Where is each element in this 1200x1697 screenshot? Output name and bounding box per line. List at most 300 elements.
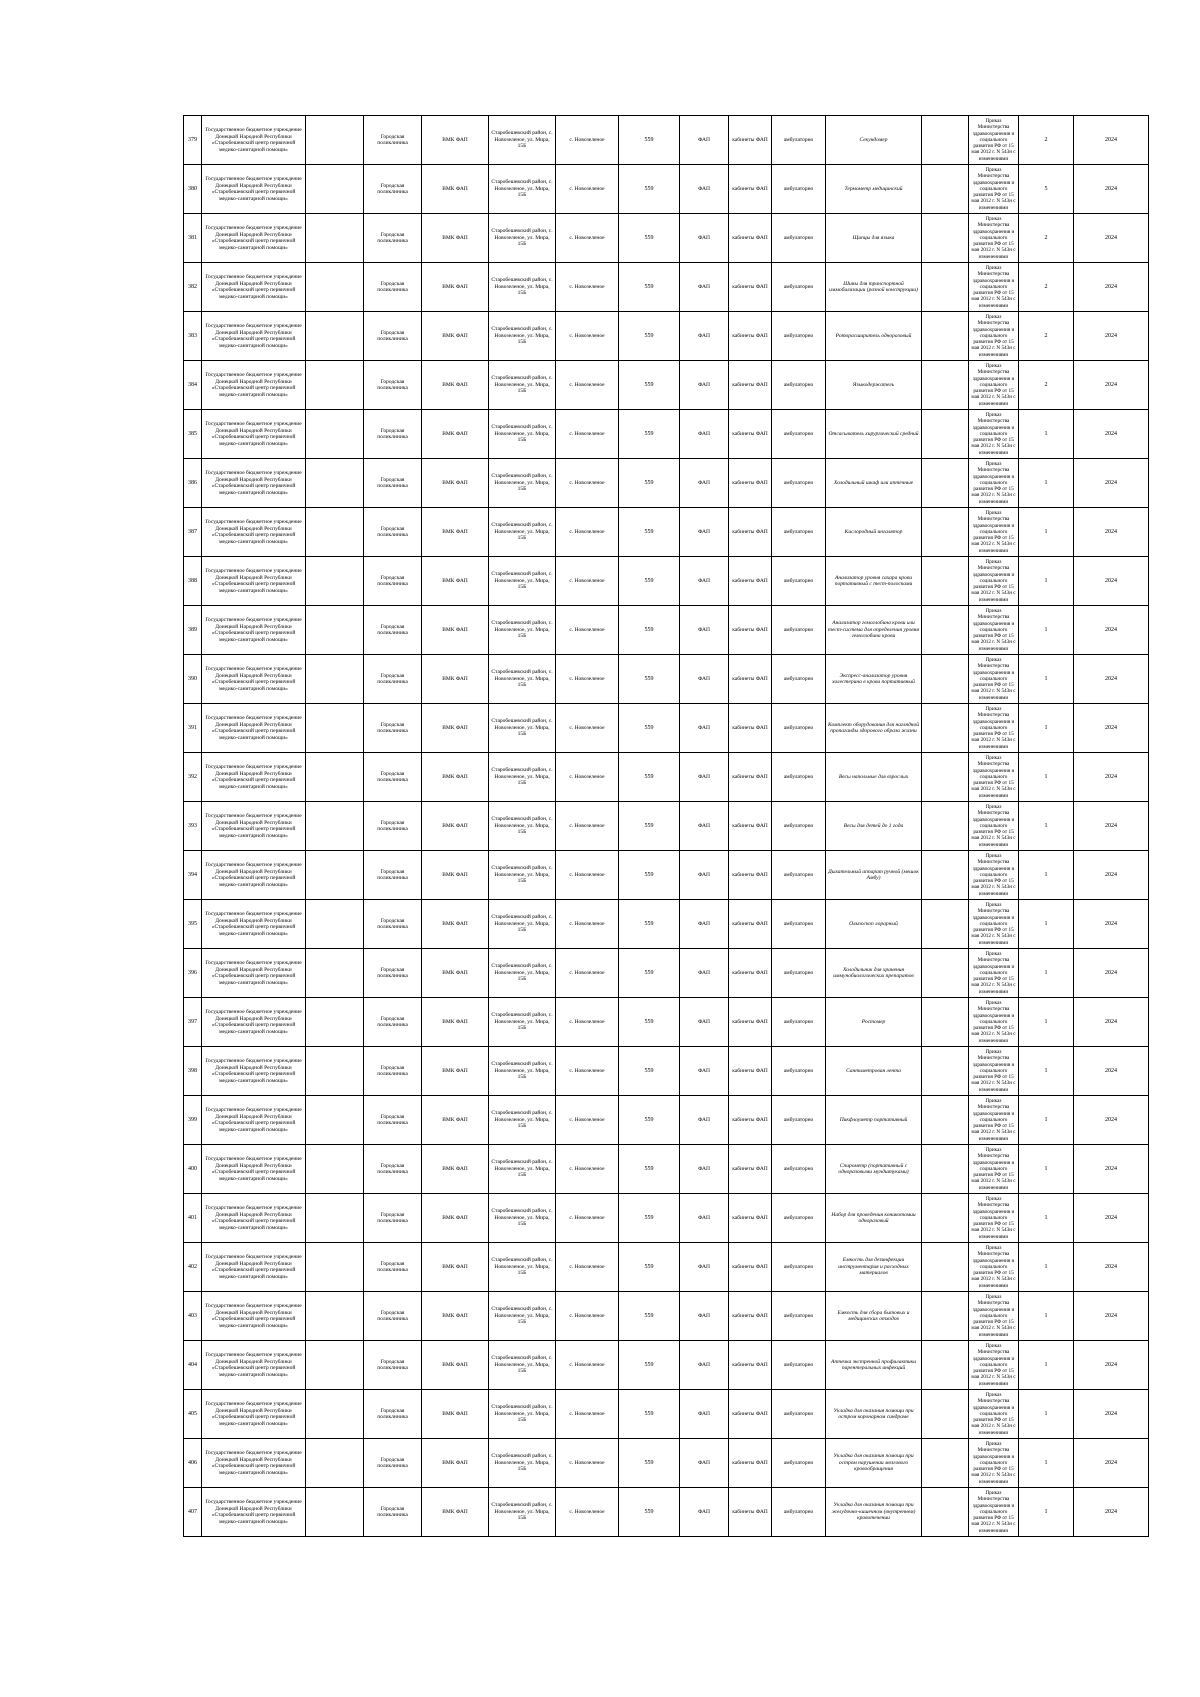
settlement-cell: с. Новозеленое (556, 606, 619, 655)
room-cell: кабинеты ФАП (729, 1341, 772, 1390)
room-cell: кабинеты ФАП (729, 1488, 772, 1537)
quantity-cell: 1 (1019, 851, 1074, 900)
institution-cell: Государственное бюджетное учреждение Донецкой Народной Республики «Старобешевский центр первичной медико-санитарной помощи» (202, 949, 306, 998)
fap-cell: ФАП (680, 1243, 729, 1292)
settlement-cell: с. Новозеленое (556, 1047, 619, 1096)
equipment-name-cell: Набор для проведения коникотомии одноразовый (826, 1194, 922, 1243)
equipment-table (183, 115, 1149, 1537)
category-cell: Городская поликлиника (364, 165, 422, 214)
equipment-name-cell: Шины для транспортной иммобилизации (разной конструкции) (826, 263, 922, 312)
year-cell: 2024 (1074, 459, 1149, 508)
empty-cell (922, 165, 969, 214)
empty-cell (306, 900, 364, 949)
institution-cell: Государственное бюджетное учреждение Донецкой Народной Республики «Старобешевский центр первичной медико-санитарной помощи» (202, 704, 306, 753)
fap-cell: ФАП (680, 655, 729, 704)
fap-cell: ФАП (680, 508, 729, 557)
equipment-name-cell: Ростомер (826, 998, 922, 1047)
year-cell: 2024 (1074, 1243, 1149, 1292)
settlement-cell: с. Новозеленое (556, 361, 619, 410)
address-cell: Старобешевский район, с. Новозеленое, ул. Мира, 15Б (489, 1390, 556, 1439)
table-row (184, 1390, 1149, 1439)
empty-cell (922, 1047, 969, 1096)
category-cell: Городская поликлиника (364, 1047, 422, 1096)
code-cell: 559 (619, 900, 680, 949)
table-row (184, 1047, 1149, 1096)
empty-cell (922, 1390, 969, 1439)
quantity-cell: 2 (1019, 214, 1074, 263)
code-cell: 559 (619, 1390, 680, 1439)
empty-cell (306, 557, 364, 606)
address-cell: Старобешевский район, с. Новозеленое, ул. Мира, 15Б (489, 753, 556, 802)
equipment-name-cell: Холодильник для хранения иммунобиологических препаратов (826, 949, 922, 998)
table-row (184, 1488, 1149, 1537)
year-cell: 2024 (1074, 1341, 1149, 1390)
category-cell: Городская поликлиника (364, 508, 422, 557)
quantity-cell: 1 (1019, 606, 1074, 655)
unit-cell: ВМК ФАП (422, 410, 489, 459)
year-cell: 2024 (1074, 802, 1149, 851)
address-cell: Старобешевский район, с. Новозеленое, ул. Мира, 15Б (489, 1047, 556, 1096)
table-row (184, 1292, 1149, 1341)
quantity-cell: 1 (1019, 1341, 1074, 1390)
address-cell: Старобешевский район, с. Новозеленое, ул. Мира, 15Б (489, 1096, 556, 1145)
room-cell: кабинеты ФАП (729, 704, 772, 753)
table-row (184, 1096, 1149, 1145)
fap-cell: ФАП (680, 1439, 729, 1488)
settlement-cell: с. Новозеленое (556, 1439, 619, 1488)
category-cell: Городская поликлиника (364, 998, 422, 1047)
table-row (184, 263, 1149, 312)
institution-cell: Государственное бюджетное учреждение Донецкой Народной Республики «Старобешевский центр первичной медико-санитарной помощи» (202, 606, 306, 655)
code-cell: 559 (619, 1096, 680, 1145)
category-cell: Городская поликлиника (364, 704, 422, 753)
empty-cell (922, 557, 969, 606)
quantity-cell: 1 (1019, 1439, 1074, 1488)
empty-cell (922, 1439, 969, 1488)
institution-cell: Государственное бюджетное учреждение Донецкой Народной Республики «Старобешевский центр первичной медико-санитарной помощи» (202, 1145, 306, 1194)
year-cell: 2024 (1074, 851, 1149, 900)
institution-cell: Государственное бюджетное учреждение Донецкой Народной Республики «Старобешевский центр первичной медико-санитарной помощи» (202, 851, 306, 900)
table-row (184, 165, 1149, 214)
unit-cell: ВМК ФАП (422, 1243, 489, 1292)
code-cell: 559 (619, 1439, 680, 1488)
fap-cell: ФАП (680, 1047, 729, 1096)
settlement-cell: с. Новозеленое (556, 753, 619, 802)
year-cell: 2024 (1074, 508, 1149, 557)
quantity-cell: 1 (1019, 508, 1074, 557)
fap-cell: ФАП (680, 165, 729, 214)
table-row (184, 508, 1149, 557)
empty-cell (922, 802, 969, 851)
legal-basis-cell: Приказ Министерства здравоохранения и социального развития РФ от 15 мая 2012 г. N 543н с изменениями (969, 704, 1019, 753)
year-cell: 2024 (1074, 949, 1149, 998)
empty-cell (306, 802, 364, 851)
unit-cell: ВМК ФАП (422, 165, 489, 214)
unit-cell: ВМК ФАП (422, 1439, 489, 1488)
address-cell: Старобешевский район, с. Новозеленое, ул. Мира, 15Б (489, 655, 556, 704)
year-cell: 2024 (1074, 1096, 1149, 1145)
category-cell: Городская поликлиника (364, 851, 422, 900)
legal-basis-cell: Приказ Министерства здравоохранения и социального развития РФ от 15 мая 2012 г. N 543н с изменениями (969, 802, 1019, 851)
quantity-cell: 1 (1019, 704, 1074, 753)
room-cell: кабинеты ФАП (729, 1390, 772, 1439)
quantity-cell: 1 (1019, 1047, 1074, 1096)
empty-cell (306, 704, 364, 753)
empty-cell (306, 165, 364, 214)
fap-cell: ФАП (680, 214, 729, 263)
equipment-name-cell: Экспресс-анализатор уровня холестерина в крови портативный (826, 655, 922, 704)
unit-cell: ВМК ФАП (422, 1488, 489, 1537)
quantity-cell: 2 (1019, 116, 1074, 165)
settlement-cell: с. Новозеленое (556, 704, 619, 753)
empty-cell (922, 1292, 969, 1341)
institution-cell: Государственное бюджетное учреждение Донецкой Народной Республики «Старобешевский центр первичной медико-санитарной помощи» (202, 900, 306, 949)
year-cell: 2024 (1074, 753, 1149, 802)
unit-cell: ВМК ФАП (422, 655, 489, 704)
empty-cell (922, 263, 969, 312)
row-number: 388 (184, 557, 202, 606)
room-cell: кабинеты ФАП (729, 1096, 772, 1145)
legal-basis-cell: Приказ Министерства здравоохранения и социального развития РФ от 15 мая 2012 г. N 543н с изменениями (969, 557, 1019, 606)
address-cell: Старобешевский район, с. Новозеленое, ул. Мира, 15Б (489, 410, 556, 459)
row-number: 387 (184, 508, 202, 557)
unit-cell: ВМК ФАП (422, 606, 489, 655)
institution-cell: Государственное бюджетное учреждение Донецкой Народной Республики «Старобешевский центр первичной медико-санитарной помощи» (202, 312, 306, 361)
quantity-cell: 5 (1019, 165, 1074, 214)
address-cell: Старобешевский район, с. Новозеленое, ул. Мира, 15Б (489, 361, 556, 410)
address-cell: Старобешевский район, с. Новозеленое, ул. Мира, 15Б (489, 214, 556, 263)
address-cell: Старобешевский район, с. Новозеленое, ул. Мира, 15Б (489, 1194, 556, 1243)
care-cell: амбулаторно (772, 1145, 826, 1194)
unit-cell: ВМК ФАП (422, 1390, 489, 1439)
care-cell: амбулаторно (772, 655, 826, 704)
quantity-cell: 2 (1019, 312, 1074, 361)
empty-cell (922, 949, 969, 998)
category-cell: Городская поликлиника (364, 753, 422, 802)
fap-cell: ФАП (680, 606, 729, 655)
address-cell: Старобешевский район, с. Новозеленое, ул. Мира, 15Б (489, 312, 556, 361)
care-cell: амбулаторно (772, 1488, 826, 1537)
table-row (184, 312, 1149, 361)
empty-cell (922, 508, 969, 557)
empty-cell (306, 116, 364, 165)
legal-basis-cell: Приказ Министерства здравоохранения и социального развития РФ от 15 мая 2012 г. N 543н с изменениями (969, 508, 1019, 557)
care-cell: амбулаторно (772, 361, 826, 410)
year-cell: 2024 (1074, 1488, 1149, 1537)
year-cell: 2024 (1074, 214, 1149, 263)
settlement-cell: с. Новозеленое (556, 165, 619, 214)
quantity-cell: 1 (1019, 900, 1074, 949)
address-cell: Старобешевский район, с. Новозеленое, ул. Мира, 15Б (489, 459, 556, 508)
equipment-name-cell: Кислородный ингалятор (826, 508, 922, 557)
empty-cell (922, 1145, 969, 1194)
code-cell: 559 (619, 1488, 680, 1537)
quantity-cell: 1 (1019, 557, 1074, 606)
institution-cell: Государственное бюджетное учреждение Донецкой Народной Республики «Старобешевский центр первичной медико-санитарной помощи» (202, 1243, 306, 1292)
empty-cell (306, 1390, 364, 1439)
empty-cell (306, 1145, 364, 1194)
quantity-cell: 1 (1019, 949, 1074, 998)
equipment-name-cell: Емкость для дезинфекции инструментария и расходных материалов (826, 1243, 922, 1292)
fap-cell: ФАП (680, 459, 729, 508)
category-cell: Городская поликлиника (364, 1390, 422, 1439)
equipment-name-cell: Укладка для оказания помощи при остром нарушении мозгового кровообращения (826, 1439, 922, 1488)
unit-cell: ВМК ФАП (422, 557, 489, 606)
care-cell: амбулаторно (772, 900, 826, 949)
settlement-cell: с. Новозеленое (556, 949, 619, 998)
institution-cell: Государственное бюджетное учреждение Донецкой Народной Республики «Старобешевский центр первичной медико-санитарной помощи» (202, 116, 306, 165)
care-cell: амбулаторно (772, 998, 826, 1047)
fap-cell: ФАП (680, 900, 729, 949)
category-cell: Городская поликлиника (364, 1194, 422, 1243)
empty-cell (922, 361, 969, 410)
empty-cell (922, 753, 969, 802)
empty-cell (922, 851, 969, 900)
empty-cell (922, 1096, 969, 1145)
settlement-cell: с. Новозеленое (556, 1341, 619, 1390)
address-cell: Старобешевский район, с. Новозеленое, ул. Мира, 15Б (489, 1439, 556, 1488)
legal-basis-cell: Приказ Министерства здравоохранения и социального развития РФ от 15 мая 2012 г. N 543н с изменениями (969, 459, 1019, 508)
equipment-name-cell: Языкодержатель (826, 361, 922, 410)
row-number: 403 (184, 1292, 202, 1341)
empty-cell (306, 1047, 364, 1096)
category-cell: Городская поликлиника (364, 1096, 422, 1145)
institution-cell: Государственное бюджетное учреждение Донецкой Народной Республики «Старобешевский центр первичной медико-санитарной помощи» (202, 1096, 306, 1145)
empty-cell (306, 851, 364, 900)
table-row (184, 704, 1149, 753)
table-row (184, 753, 1149, 802)
row-number: 402 (184, 1243, 202, 1292)
settlement-cell: с. Новозеленое (556, 802, 619, 851)
unit-cell: ВМК ФАП (422, 1194, 489, 1243)
equipment-name-cell: Весы напольные для взрослых (826, 753, 922, 802)
table-row (184, 459, 1149, 508)
equipment-name-cell: Анализатор гемоглобина крови или тест-система для определения уровня гемоглобина крови (826, 606, 922, 655)
care-cell: амбулаторно (772, 1439, 826, 1488)
table-row (184, 1194, 1149, 1243)
empty-cell (306, 459, 364, 508)
institution-cell: Государственное бюджетное учреждение Донецкой Народной Республики «Старобешевский центр первичной медико-санитарной помощи» (202, 1194, 306, 1243)
category-cell: Городская поликлиника (364, 1341, 422, 1390)
fap-cell: ФАП (680, 1488, 729, 1537)
table-row (184, 802, 1149, 851)
institution-cell: Государственное бюджетное учреждение Донецкой Народной Республики «Старобешевский центр первичной медико-санитарной помощи» (202, 214, 306, 263)
legal-basis-cell: Приказ Министерства здравоохранения и социального развития РФ от 15 мая 2012 г. N 543н с изменениями (969, 1243, 1019, 1292)
empty-cell (306, 1488, 364, 1537)
quantity-cell: 1 (1019, 998, 1074, 1047)
equipment-name-cell: Отсасыватель хирургический средний (826, 410, 922, 459)
code-cell: 559 (619, 1194, 680, 1243)
room-cell: кабинеты ФАП (729, 214, 772, 263)
institution-cell: Государственное бюджетное учреждение Донецкой Народной Республики «Старобешевский центр первичной медико-санитарной помощи» (202, 263, 306, 312)
category-cell: Городская поликлиника (364, 1488, 422, 1537)
care-cell: амбулаторно (772, 508, 826, 557)
empty-cell (306, 1292, 364, 1341)
code-cell: 559 (619, 606, 680, 655)
empty-cell (922, 116, 969, 165)
code-cell: 559 (619, 851, 680, 900)
equipment-name-cell: Пикфлоуметр портативный (826, 1096, 922, 1145)
table-row (184, 900, 1149, 949)
care-cell: амбулаторно (772, 214, 826, 263)
row-number: 383 (184, 312, 202, 361)
settlement-cell: с. Новозеленое (556, 214, 619, 263)
empty-cell (306, 1341, 364, 1390)
code-cell: 559 (619, 508, 680, 557)
table-row (184, 557, 1149, 606)
settlement-cell: с. Новозеленое (556, 1194, 619, 1243)
legal-basis-cell: Приказ Министерства здравоохранения и социального развития РФ от 15 мая 2012 г. N 543н с изменениями (969, 1439, 1019, 1488)
room-cell: кабинеты ФАП (729, 1145, 772, 1194)
address-cell: Старобешевский район, с. Новозеленое, ул. Мира, 15Б (489, 802, 556, 851)
row-number: 382 (184, 263, 202, 312)
code-cell: 559 (619, 1292, 680, 1341)
room-cell: кабинеты ФАП (729, 508, 772, 557)
room-cell: кабинеты ФАП (729, 1243, 772, 1292)
code-cell: 559 (619, 214, 680, 263)
year-cell: 2024 (1074, 410, 1149, 459)
empty-cell (306, 949, 364, 998)
year-cell: 2024 (1074, 1439, 1149, 1488)
care-cell: амбулаторно (772, 1390, 826, 1439)
unit-cell: ВМК ФАП (422, 1292, 489, 1341)
quantity-cell: 1 (1019, 655, 1074, 704)
empty-cell (922, 214, 969, 263)
empty-cell (306, 1096, 364, 1145)
quantity-cell: 1 (1019, 1194, 1074, 1243)
unit-cell: ВМК ФАП (422, 851, 489, 900)
institution-cell: Государственное бюджетное учреждение Донецкой Народной Республики «Старобешевский центр первичной медико-санитарной помощи» (202, 753, 306, 802)
year-cell: 2024 (1074, 1047, 1149, 1096)
quantity-cell: 1 (1019, 1145, 1074, 1194)
institution-cell: Государственное бюджетное учреждение Донецкой Народной Республики «Старобешевский центр первичной медико-санитарной помощи» (202, 508, 306, 557)
care-cell: амбулаторно (772, 1047, 826, 1096)
table-row (184, 606, 1149, 655)
unit-cell: ВМК ФАП (422, 704, 489, 753)
code-cell: 559 (619, 459, 680, 508)
quantity-cell: 1 (1019, 753, 1074, 802)
legal-basis-cell: Приказ Министерства здравоохранения и социального развития РФ от 15 мая 2012 г. N 543н с изменениями (969, 410, 1019, 459)
fap-cell: ФАП (680, 116, 729, 165)
empty-cell (306, 753, 364, 802)
room-cell: кабинеты ФАП (729, 557, 772, 606)
settlement-cell: с. Новозеленое (556, 557, 619, 606)
equipment-name-cell: Дыхательный аппарат ручной (мешок Амбу) (826, 851, 922, 900)
legal-basis-cell: Приказ Министерства здравоохранения и социального развития РФ от 15 мая 2012 г. N 543н с изменениями (969, 949, 1019, 998)
row-number: 389 (184, 606, 202, 655)
fap-cell: ФАП (680, 1292, 729, 1341)
settlement-cell: с. Новозеленое (556, 1145, 619, 1194)
code-cell: 559 (619, 998, 680, 1047)
quantity-cell: 2 (1019, 263, 1074, 312)
category-cell: Городская поликлиника (364, 557, 422, 606)
room-cell: кабинеты ФАП (729, 1047, 772, 1096)
row-number: 380 (184, 165, 202, 214)
equipment-name-cell: Комплект оборудования для наглядной пропаганды здорового образа жизни (826, 704, 922, 753)
settlement-cell: с. Новозеленое (556, 1488, 619, 1537)
care-cell: амбулаторно (772, 1243, 826, 1292)
legal-basis-cell: Приказ Министерства здравоохранения и социального развития РФ от 15 мая 2012 г. N 543н с изменениями (969, 1341, 1019, 1390)
empty-cell (306, 1194, 364, 1243)
address-cell: Старобешевский район, с. Новозеленое, ул. Мира, 15Б (489, 851, 556, 900)
care-cell: амбулаторно (772, 459, 826, 508)
unit-cell: ВМК ФАП (422, 116, 489, 165)
year-cell: 2024 (1074, 116, 1149, 165)
address-cell: Старобешевский район, с. Новозеленое, ул. Мира, 15Б (489, 557, 556, 606)
institution-cell: Государственное бюджетное учреждение Донецкой Народной Республики «Старобешевский центр первичной медико-санитарной помощи» (202, 1292, 306, 1341)
address-cell: Старобешевский район, с. Новозеленое, ул. Мира, 15Б (489, 263, 556, 312)
row-number: 407 (184, 1488, 202, 1537)
category-cell: Городская поликлиника (364, 459, 422, 508)
code-cell: 559 (619, 1047, 680, 1096)
empty-cell (922, 1341, 969, 1390)
table-row (184, 116, 1149, 165)
category-cell: Городская поликлиника (364, 263, 422, 312)
room-cell: кабинеты ФАП (729, 998, 772, 1047)
table-row (184, 361, 1149, 410)
institution-cell: Государственное бюджетное учреждение Донецкой Народной Республики «Старобешевский центр первичной медико-санитарной помощи» (202, 459, 306, 508)
legal-basis-cell: Приказ Министерства здравоохранения и социального развития РФ от 15 мая 2012 г. N 543н с изменениями (969, 165, 1019, 214)
quantity-cell: 1 (1019, 1390, 1074, 1439)
table-row (184, 655, 1149, 704)
category-cell: Городская поликлиника (364, 1439, 422, 1488)
institution-cell: Государственное бюджетное учреждение Донецкой Народной Республики «Старобешевский центр первичной медико-санитарной помощи» (202, 1047, 306, 1096)
settlement-cell: с. Новозеленое (556, 312, 619, 361)
quantity-cell: 1 (1019, 410, 1074, 459)
quantity-cell: 1 (1019, 459, 1074, 508)
fap-cell: ФАП (680, 998, 729, 1047)
table-row (184, 998, 1149, 1047)
code-cell: 559 (619, 1145, 680, 1194)
fap-cell: ФАП (680, 557, 729, 606)
year-cell: 2024 (1074, 1390, 1149, 1439)
care-cell: амбулаторно (772, 606, 826, 655)
care-cell: амбулаторно (772, 263, 826, 312)
year-cell: 2024 (1074, 704, 1149, 753)
empty-cell (306, 998, 364, 1047)
unit-cell: ВМК ФАП (422, 949, 489, 998)
settlement-cell: с. Новозеленое (556, 1390, 619, 1439)
code-cell: 559 (619, 753, 680, 802)
room-cell: кабинеты ФАП (729, 655, 772, 704)
legal-basis-cell: Приказ Министерства здравоохранения и социального развития РФ от 15 мая 2012 г. N 543н с изменениями (969, 1194, 1019, 1243)
unit-cell: ВМК ФАП (422, 802, 489, 851)
legal-basis-cell: Приказ Министерства здравоохранения и социального развития РФ от 15 мая 2012 г. N 543н с изменениями (969, 851, 1019, 900)
row-number: 384 (184, 361, 202, 410)
category-cell: Городская поликлиника (364, 410, 422, 459)
year-cell: 2024 (1074, 557, 1149, 606)
category-cell: Городская поликлиника (364, 949, 422, 998)
room-cell: кабинеты ФАП (729, 1194, 772, 1243)
table-row (184, 1341, 1149, 1390)
care-cell: амбулаторно (772, 851, 826, 900)
settlement-cell: с. Новозеленое (556, 508, 619, 557)
address-cell: Старобешевский район, с. Новозеленое, ул. Мира, 15Б (489, 1488, 556, 1537)
row-number: 397 (184, 998, 202, 1047)
legal-basis-cell: Приказ Министерства здравоохранения и социального развития РФ от 15 мая 2012 г. N 543н с изменениями (969, 1145, 1019, 1194)
legal-basis-cell: Приказ Министерства здравоохранения и социального развития РФ от 15 мая 2012 г. N 543н с изменениями (969, 900, 1019, 949)
empty-cell (922, 1488, 969, 1537)
equipment-name-cell: Секундомер (826, 116, 922, 165)
equipment-name-cell: Термометр медицинский (826, 165, 922, 214)
fap-cell: ФАП (680, 1341, 729, 1390)
equipment-name-cell: Укладка для оказания помощи при остром коронарном синдроме (826, 1390, 922, 1439)
address-cell: Старобешевский район, с. Новозеленое, ул. Мира, 15Б (489, 900, 556, 949)
care-cell: амбулаторно (772, 1292, 826, 1341)
room-cell: кабинеты ФАП (729, 851, 772, 900)
legal-basis-cell: Приказ Министерства здравоохранения и социального развития РФ от 15 мая 2012 г. N 543н с изменениями (969, 655, 1019, 704)
empty-cell (306, 410, 364, 459)
